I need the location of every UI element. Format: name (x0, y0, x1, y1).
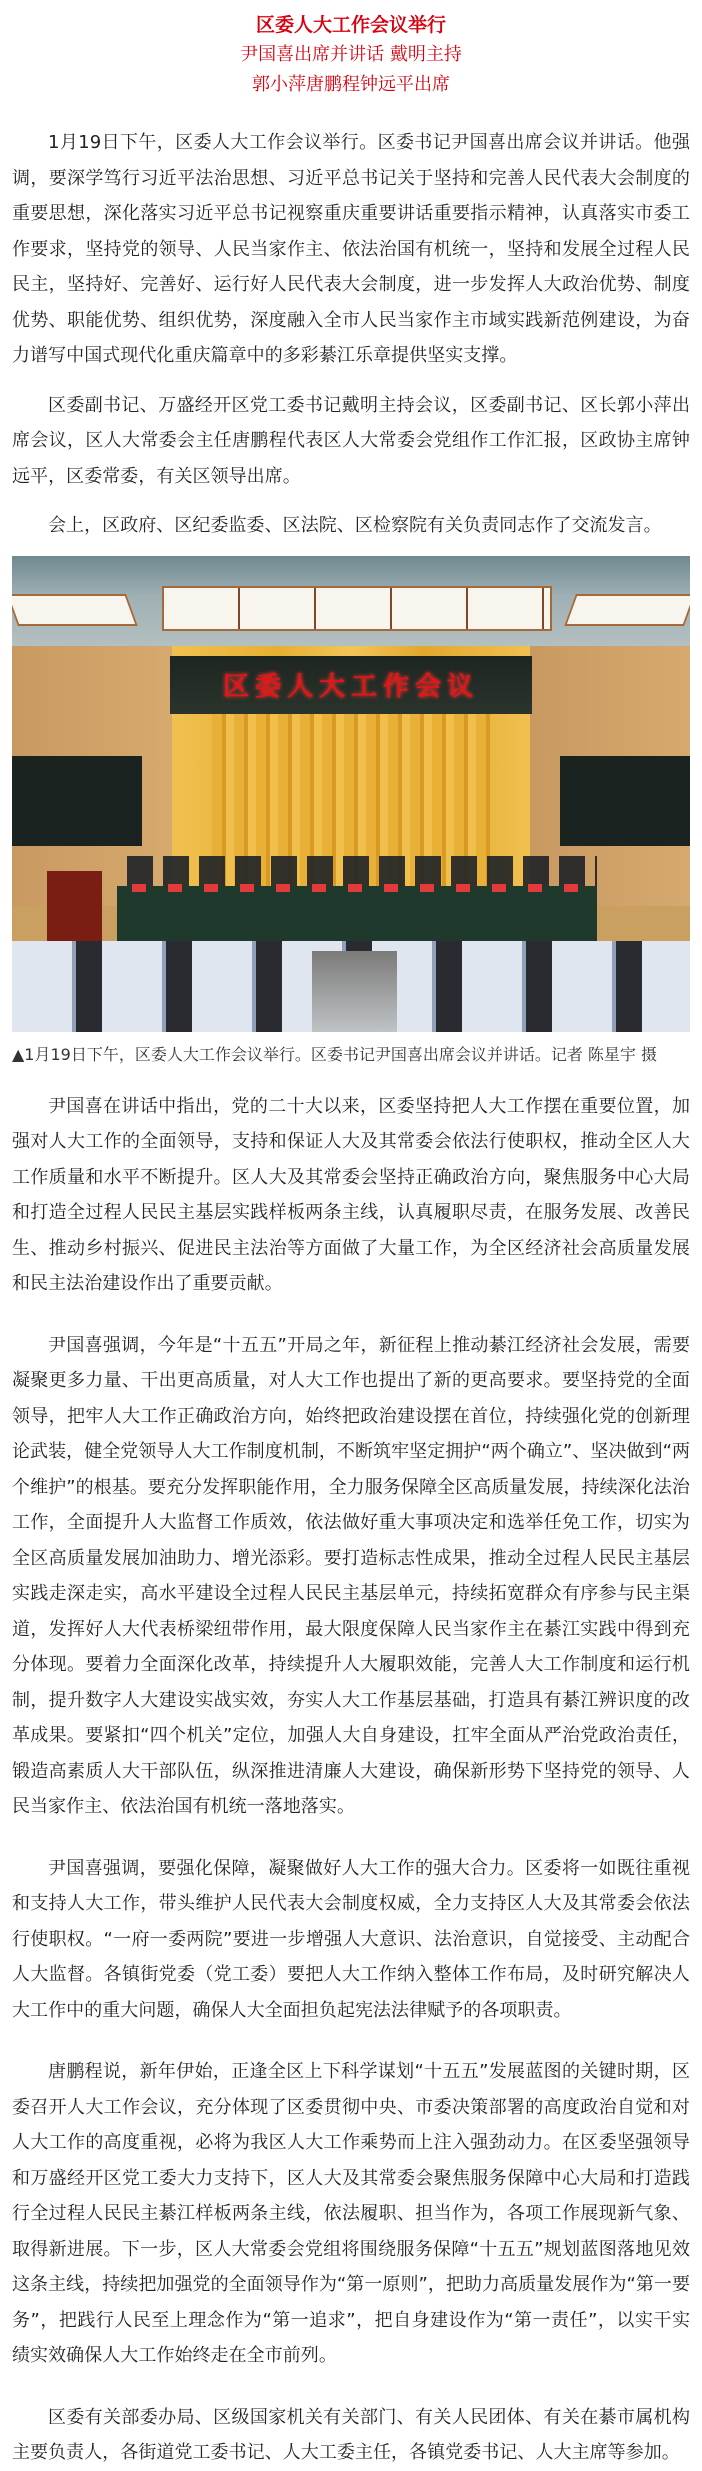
meeting-photo (12, 556, 690, 1032)
name-cards (132, 884, 592, 892)
paragraph-tang-pengcheng: 唐鹏程说，新年伊始，正逢全区上下科学谋划“十五五”发展蓝图的关键时期，区委召开人大工作会议，充分体现了区委贯彻中央、市委决策部署的高度政治自觉和对人大工作的高度重视，必将为我区人大工作乘势而上注入强劲动力。在区委坚强领导和万盛经开区党工委大力支持下，区人大及其常委会聚焦服务保障中心大局和打造践行全过程人民民主綦江样板两条主线，依法履职、担当作为，各项工作展现新气象、取得新进展。下一步，区人大常委会党组将围绕服务保障“十五五”规划蓝图落地见效这条主线，持续把加强党的全面领导作为“第一原则”，把助力高质量发展作为“第一要务”，把践行人民至上理念作为“第一追求”，把自身建设作为“第一责任”，以实干实绩实效确保人大工作始终走在全市前列。 (12, 2061, 690, 2366)
paragraph-attendees: 区委副书记、万盛经开区党工委书记戴明主持会议，区委副书记、区长郭小萍出席会议，区人大常委会主任唐鹏程代表区人大常委会党组作工作汇报，区政协主席钟远平，区委常委，有关区领导出席。 (12, 394, 690, 487)
stage-banner (170, 656, 532, 714)
banner-text: 区委人大工作会议 (222, 672, 479, 702)
screen-left (12, 756, 142, 846)
article-photo-figure (12, 556, 690, 1069)
paragraph-guarantees: 尹国喜强调，要强化保障，凝聚做好人大工作的强大合力。区委将一如既往重视和支持人大工作，带头维护人民代表大会制度权威，全力支持区人大及其常委会依法行使职权。“一府一委两院”要进一步增强人大意识、法治意识，自觉接受、主动配合人大监督。各镇街党委（党工委）要把人大工作纳入整体工作布局，及时研究解决人大工作中的重大问题，确保人大全面担负起宪法法律赋予的各项职责。 (12, 1857, 690, 2021)
article-subtitle-1: 尹国喜出席并讲话 戴明主持 (240, 44, 462, 65)
ceiling-light-right (564, 594, 690, 626)
paragraph-participants: 区委有关部委办局、区级国家机关有关部门、有关人民团体、有关在綦市属机构主要负责人，各街道党工委书记、人大工委主任，各镇党委书记、人大主席等参加。 (12, 2406, 690, 2463)
center-aisle (312, 951, 397, 1032)
ceiling-light-center (162, 586, 552, 631)
paragraph-achievements: 尹国喜在讲话中指出，党的二十大以来，区委坚持把人大工作摆在重要位置，加强对人大工作的全面领导，支持和保证人大及其常委会依法行使职权，推动全区人大工作质量和水平不断提升。区人大及其常委会坚持正确政治方向，聚焦服务中心大局和打造全过程人民民主基层实践样板两条主线，认真履职尽责，在服务发展、改善民生、推动乡村振兴、促进民主法治等方面做了大量工作，为全区经济社会高质量发展和民主法治建设作出了重要贡献。 (12, 1095, 690, 1294)
article-headline (12, 0, 690, 100)
screen-right (560, 756, 690, 846)
paragraph-speeches: 会上，区政府、区纪委监委、区法院、区检察院有关负责同志作了交流发言。 (48, 515, 662, 536)
article-title: 区委人大工作会议举行 (255, 14, 446, 36)
lectern (47, 871, 102, 951)
paragraph-requirements: 尹国喜强调，今年是“十五五”开局之年，新征程上推动綦江经济社会发展，需要凝聚更多力量、干出更高质量，对人大工作也提出了新的更高要求。要坚持党的全面领导，把牢人大工作正确政治方向，始终把政治建设摆在首位，持续强化党的创新理论武装，健全党领导人大工作制度机制，不断筑牢坚定拥护“两个确立”、坚决做到“两个维护”的根基。要充分发挥职能作用，全力服务保障全区高质量发展，持续深化法治工作，全面提升人大监督工作质效，依法做好重大事项决定和选举任免工作，切实为全区高质量发展加油助力、增光添彩。要打造标志性成果，推动全过程人民民主基层实践走深走实，高水平建设全过程人民民主基层单元，持续拓宽群众有序参与民主渠道，发挥好人大代表桥梁纽带作用，最大限度保障人民当家作主在綦江实践中得到充分体现。要着力全面深化改革，持续提升人大履职效能，完善人大工作制度和运行机制，提升数字人大建设实战实效，夯实人大工作基层基础，打造具有綦江辨识度的改革成果。要紧扣“四个机关”定位，加强人大自身建设，扛牢全面从严治党政治责任，锻造高素质人大干部队伍，纵深推进清廉人大建设，确保新形势下坚持党的领导、人民当家作主、依法治国有机统一落地落实。 (12, 1334, 690, 1817)
photo-caption: ▲1月19日下午，区委人大工作会议举行。区委书记尹国喜出席会议并讲话。记者 陈星宇 摄 (12, 1044, 658, 1064)
ceiling-light-left (12, 594, 138, 626)
article-subtitle-2: 郭小萍唐鹏程钟远平出席 (252, 74, 450, 95)
paragraph-intro: 1月19日下午，区委人大工作会议举行。区委书记尹国喜出席会议并讲话。他强调，要深学笃行习近平法治思想、习近平总书记关于坚持和完善人民代表大会制度的重要思想，深化落实习近平总书记视察重庆重要讲话重要指示精神，认真落实市委工作要求，坚持党的领导、人民当家作主、依法治国有机统一，坚持和发展全过程人民民主，坚持好、完善好、运行好人民代表大会制度，进一步发挥人大政治优势、制度优势、职能优势、组织优势，深度融入全市人民当家作主市域实践新范例建设，为奋力谱写中国式现代化重庆篇章中的多彩綦江乐章提供坚实支撑。 (12, 132, 690, 366)
